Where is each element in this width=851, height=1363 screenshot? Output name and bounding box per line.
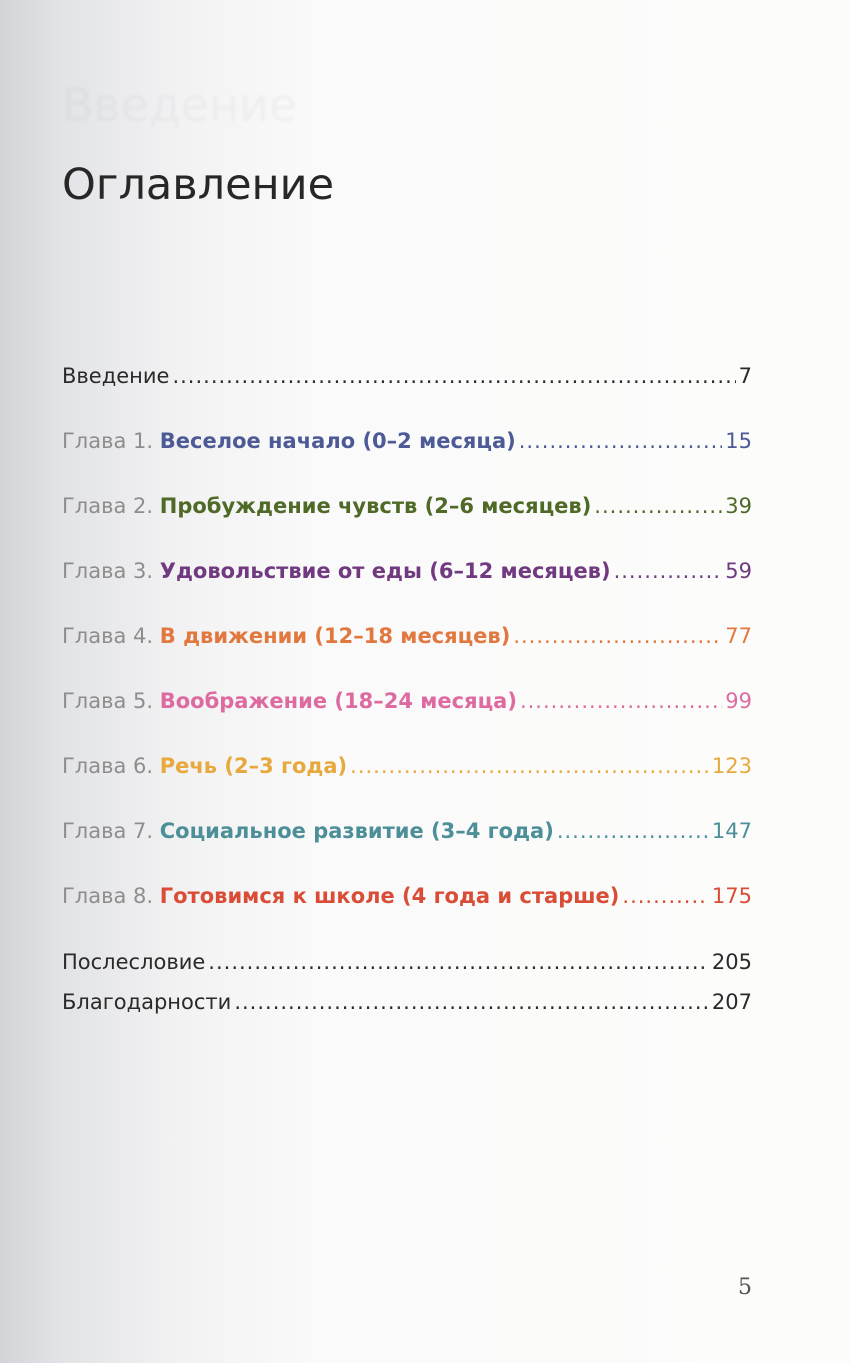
chapter-prefix: Глава 4. <box>62 624 154 648</box>
dot-leader <box>172 364 735 388</box>
toc-entry-chapter-6[interactable] <box>62 754 752 794</box>
chapter-page: 175 <box>711 884 752 908</box>
page-title: Оглавление <box>62 160 335 210</box>
toc-entry-chapter-2[interactable] <box>62 494 752 534</box>
toc-entry-afterword[interactable] <box>62 950 752 990</box>
toc-entry-title: Введение <box>62 364 170 388</box>
dot-leader <box>622 884 709 908</box>
table-of-contents <box>62 364 752 1023</box>
toc-entry-page: 207 <box>711 990 752 1014</box>
chapter-title: Удовольствие от еды (6–12 месяцев) <box>159 559 611 583</box>
chapter-title: Пробуждение чувств (2–6 месяцев) <box>159 494 592 518</box>
dot-leader <box>557 819 709 843</box>
chapter-page: 147 <box>711 819 752 843</box>
dot-leader <box>519 429 723 453</box>
chapter-title: В движении (12–18 месяцев) <box>159 624 511 648</box>
toc-entry-introduction[interactable] <box>62 364 752 404</box>
chapter-prefix: Глава 7. <box>62 819 154 843</box>
chapter-title: Речь (2–3 года) <box>159 754 348 778</box>
bleed-through-heading: Введение <box>62 78 298 132</box>
dot-leader <box>350 754 709 778</box>
chapter-prefix: Глава 5. <box>62 689 154 713</box>
chapter-prefix: Глава 1. <box>62 429 154 453</box>
toc-entry-chapter-8[interactable] <box>62 884 752 924</box>
toc-entry-chapter-7[interactable] <box>62 819 752 859</box>
chapter-title: Готовимся к школе (4 года и старше) <box>159 884 620 908</box>
chapter-title: Воображение (18–24 месяца) <box>159 689 517 713</box>
dot-leader <box>208 950 709 974</box>
toc-entry-acknowledgements[interactable] <box>62 990 752 1023</box>
chapter-prefix: Глава 2. <box>62 494 154 518</box>
chapter-page: 39 <box>725 494 752 518</box>
chapter-prefix: Глава 6. <box>62 754 154 778</box>
dot-leader <box>234 990 709 1014</box>
dot-leader <box>520 689 722 713</box>
chapter-page: 123 <box>711 754 752 778</box>
toc-entry-chapter-4[interactable] <box>62 624 752 664</box>
dot-leader <box>594 494 722 518</box>
chapter-title: Веселое начало (0–2 месяца) <box>159 429 516 453</box>
chapter-title: Социальное развитие (3–4 года) <box>159 819 554 843</box>
chapter-prefix: Глава 8. <box>62 884 154 908</box>
chapter-page: 15 <box>725 429 752 453</box>
chapter-page: 99 <box>725 689 752 713</box>
dot-leader <box>513 624 722 648</box>
dot-leader <box>614 559 723 583</box>
toc-entry-title: Послесловие <box>62 950 206 974</box>
chapter-page: 59 <box>725 559 752 583</box>
toc-entry-chapter-3[interactable] <box>62 559 752 599</box>
chapter-page: 77 <box>725 624 752 648</box>
chapter-prefix: Глава 3. <box>62 559 154 583</box>
toc-entry-chapter-5[interactable] <box>62 689 752 729</box>
page-number: 5 <box>738 1275 752 1300</box>
toc-entry-page: 205 <box>711 950 752 974</box>
toc-entry-chapter-1[interactable] <box>62 429 752 469</box>
toc-entry-title: Благодарности <box>62 990 232 1014</box>
toc-entry-page: 7 <box>738 364 752 388</box>
